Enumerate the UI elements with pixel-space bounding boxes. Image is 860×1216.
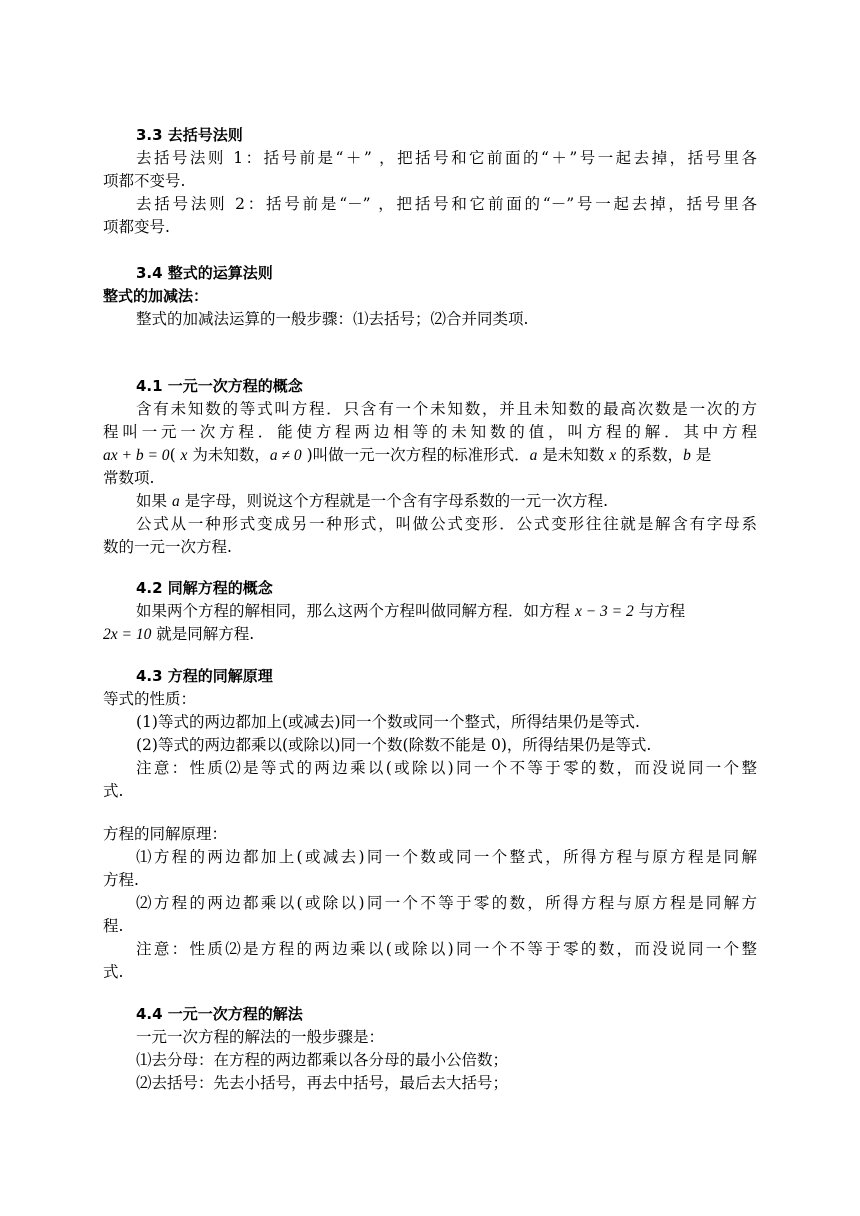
subheading-add-sub: 整式的加减法： xyxy=(103,287,209,305)
paragraph-add-sub-steps: 整式的加减法运算的一般步骤：⑴去括号；⑵合并同类项. xyxy=(136,310,529,328)
rule-1-line-1: 去括号法则 1：括号前是“＋” ，把括号和它前面的“＋”号一起去掉，括号里各 xyxy=(136,149,757,167)
concept-line-7: 数的一元一次方程. xyxy=(103,538,232,556)
subheading-equivalence-principle: 方程的同解原理： xyxy=(103,825,228,843)
concept-line-4: 常数项. xyxy=(103,469,155,487)
heading-4-4: 4.4 一元一次方程的解法 xyxy=(136,1005,303,1023)
principle-1-line-1: ⑴方程的两边都加上(或减去)同一个数或同一个整式，所得方程与原方程是同解 xyxy=(136,848,757,866)
solving-step-1: ⑴去分母：在方程的两边都乘以各分母的最小公倍数； xyxy=(136,1051,509,1069)
equality-property-1: (1)等式的两边都加上(或减去)同一个数或同一个整式，所得结果仍是等式. xyxy=(136,713,640,731)
heading-4-2: 4.2 同解方程的概念 xyxy=(136,579,273,597)
equality-note-line-2: 式. xyxy=(103,782,124,800)
heading-3-4: 3.4 整式的运算法则 xyxy=(136,264,273,282)
principle-note-line-2: 式. xyxy=(103,963,124,981)
principle-note-line-1: 注意：性质⑵是方程的两边乘以(或除以)同一个不等于零的数，而没说同一个整 xyxy=(136,940,757,958)
rule-2-line-2: 项都变号. xyxy=(103,218,170,236)
concept-line-2: 程叫一元一次方程．能使方程两边相等的未知数的值，叫方程的解．其中方程 xyxy=(103,423,757,441)
subheading-equality-properties: 等式的性质： xyxy=(103,690,197,708)
concept-line-1: 含有未知数的等式叫方程．只含有一个未知数，并且未知数的最高次数是一次的方 xyxy=(136,400,757,418)
equality-property-2: (2)等式的两边都乘以(或除以)同一个数(除数不能是 0)，所得结果仍是等式. xyxy=(136,736,652,754)
concept-line-5: 如果 a 是字母，则说这个方程就是一个含有字母系数的一元一次方程. xyxy=(136,492,609,510)
equivalent-line-1: 如果两个方程的解相同，那么这两个方程叫做同解方程．如方程 x − 3 = 2 与方程 xyxy=(136,602,686,620)
concept-line-3: ax + b = 0( x 为未知数，a ≠ 0 )叫做一元一次方程的标准形式．a 是未知数 x 的系数，b 是 xyxy=(103,446,712,464)
solving-steps-intro: 一元一次方程的解法的一般步骤是： xyxy=(136,1028,385,1046)
heading-4-3: 4.3 方程的同解原理 xyxy=(136,667,273,685)
solving-step-2: ⑵去括号：先去小括号，再去中括号，最后去大括号； xyxy=(136,1074,509,1092)
rule-2-line-1: 去括号法则 2：括号前是“－” ，把括号和它前面的“－”号一起去掉，括号里各 xyxy=(136,195,757,213)
concept-line-6: 公式从一种形式变成另一种形式，叫做公式变形．公式变形往往就是解含有字母系 xyxy=(136,515,757,533)
equality-note-line-1: 注意：性质⑵是等式的两边乘以(或除以)同一个不等于零的数，而没说同一个整 xyxy=(136,759,757,777)
principle-2-line-1: ⑵方程的两边都乘以(或除以)同一个不等于零的数，所得方程与原方程是同解方 xyxy=(136,894,757,912)
heading-3-3: 3.3 去括号法则 xyxy=(136,126,243,144)
rule-1-line-2: 项都不变号. xyxy=(103,172,186,190)
equivalent-line-2: 2x = 10 就是同解方程. xyxy=(103,625,255,643)
heading-4-1: 4.1 一元一次方程的概念 xyxy=(136,377,303,395)
standard-form-equation: ax + b = 0 xyxy=(103,447,170,464)
principle-1-line-2: 方程. xyxy=(103,871,139,889)
principle-2-line-2: 程. xyxy=(103,917,124,935)
